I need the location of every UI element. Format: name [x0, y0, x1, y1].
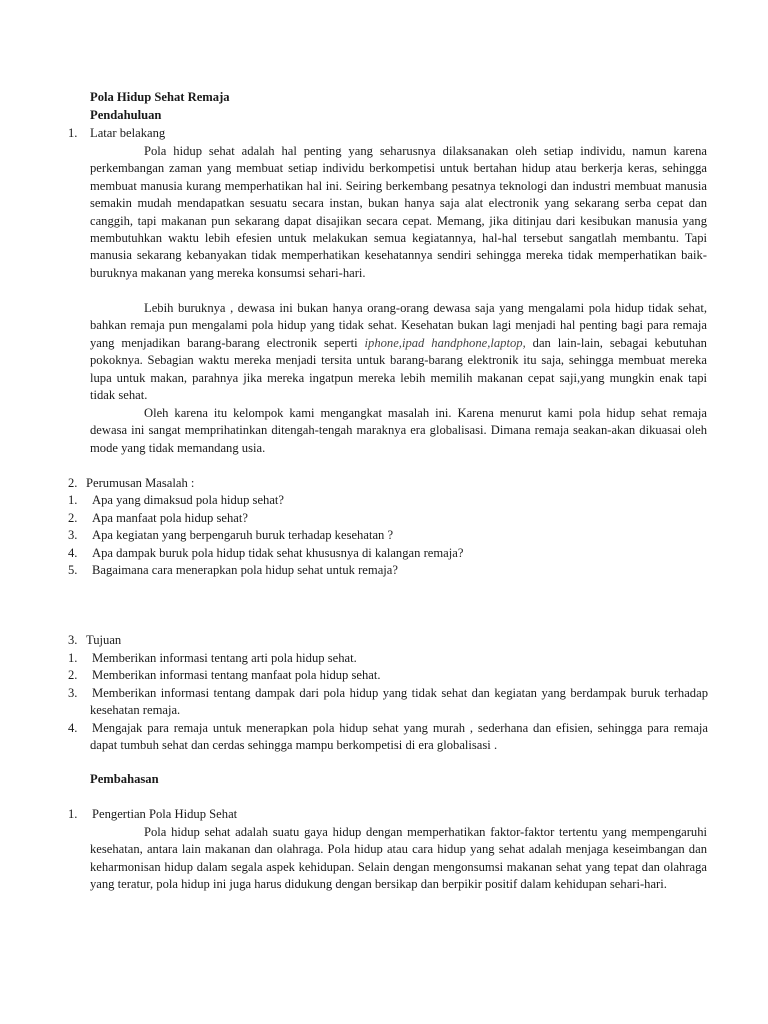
heading-text: Tujuan: [86, 633, 122, 647]
list-number: 3.: [68, 528, 78, 542]
section-heading-pendahuluan: Pendahuluan: [90, 108, 162, 122]
list-text: Memberikan informasi tentang manfaat pola hidup sehat.: [92, 668, 381, 682]
heading-text: Latar belakang: [90, 126, 166, 140]
heading-number: 2.: [68, 476, 78, 490]
list-number: 5.: [68, 563, 78, 577]
paragraph-pengertian-1: Pola hidup sehat adalah suatu gaya hidup dengan memperhatikan faktor-faktor tertentu yang mempengaruhi kesehatan, antara lain makanan dan olahraga. Pola hidup atau cara hidup yang sehat adalah menjaga keseimbangan dan keharmonisan hidup dalam segala aspek kehidupan. Selain dengan mengonsumsi makanan sehat yang tepat dan olahraga yang teratur, pola hidup ini juga harus didukung dengan bersikap dan berpikir positif dalam kehidupan sehari-hari.: [90, 825, 707, 892]
list-number: 4.: [68, 721, 78, 735]
list-number: 1.: [68, 651, 78, 665]
document-title: Pola Hidup Sehat Remaja: [90, 90, 230, 104]
list-text: Mengajak para remaja untuk menerapkan pola hidup sehat yang murah , sederhana dan efisien, sehingga para remaja dapat tumbuh sehat dan cerdas sehingga mampu berkompetisi di era globalisasi .: [90, 721, 708, 753]
paragraph-latar-3: Oleh karena itu kelompok kami mengangkat masalah ini. Karena menurut kami pola hidup sehat remaja dewasa ini sangat memprihatinkan ditengah-tengah maraknya era globalisasi. Dimana remaja seakan-akan dikuasai oleh mode yang tidak memandang usia.: [90, 406, 707, 455]
paragraph-latar-1: Pola hidup sehat adalah hal penting yang seharusnya dilaksanakan oleh setiap individu, namun karena perkembangan zaman yang membuat setiap individu berkompetisi untuk bertahan hidup atau berkerja keras, sehingga membuat manusia kurang memperhatikan hal ini. Seiring berkembang pesatnya teknologi dan industri membuat manusia semakin mudah mendapatkan sesuatu secara instan, bukan hanya saja alat electronik yang sekarang serba cepat dan canggih, tapi makanan pun sekarang dapat disajikan secara cepat. Memang, jika ditinjau dari kesibukan manusia yang membutuhkan waktu lebih efesien untuk melakukan semua kegiatannya, hal-hal tersebut sangatlah membantu. Tapi manusia sekarang kebanyakan tidak memperhatikan kesehatannya sendiri sehingga mereka tidak memperhatikan baik-buruknya makanan yang mereka konsumsi sehari-hari.: [90, 144, 707, 280]
list-number: 1.: [68, 493, 78, 507]
list-text: Apa dampak buruk pola hidup tidak sehat khususnya di kalangan remaja?: [92, 546, 464, 560]
list-text: Bagaimana cara menerapkan pola hidup sehat untuk remaja?: [92, 563, 398, 577]
list-text: Memberikan informasi tentang arti pola hidup sehat.: [92, 651, 357, 665]
paragraph-text: Lebih buruknya , dewasa ini bukan hanya orang-orang dewasa saja yang mengalami pola hidup tidak sehat, bahkan remaja pun mengalami pola hidup yang tidak sehat. Kesehatan bukan lagi menjadi hal penting bagi para remaja yang menjadikan barang-barang electronik seperti: [90, 301, 707, 350]
list-text: Memberikan informasi tentang dampak dari pola hidup yang tidak sehat dan kegiatan yang berdampak buruk terhadap kesehatan remaja.: [90, 686, 708, 718]
paragraph-latar-2: [90, 300, 707, 404]
heading-text: Pengertian Pola Hidup Sehat: [92, 807, 238, 821]
heading-number: 1.: [68, 807, 78, 821]
heading-text: Perumusan Masalah :: [86, 476, 195, 490]
heading-number: 1.: [68, 126, 78, 140]
heading-number: 3.: [68, 633, 78, 647]
list-number: 2.: [68, 511, 78, 525]
section-heading-pembahasan: Pembahasan: [90, 772, 159, 786]
paragraph-text: dan lain-lain, sebagai kebutuhan pokoknya. Sebagian waktu mereka menjadi tersita untuk barang-barang elektronik itu saja, sehingga membuat mereka lupa untuk makan, parahnya jika mereka ingatpun mereka lebih memilih makanan cepat saji,yang mungkin enak tapi tidak sehat.: [90, 335, 707, 403]
list-number: 2.: [68, 668, 78, 682]
list-text: Apa kegiatan yang berpengaruh buruk terhadap kesehatan ?: [92, 528, 394, 542]
list-number: 3.: [68, 686, 78, 700]
list-text: Apa manfaat pola hidup sehat?: [92, 511, 248, 525]
list-text: Apa yang dimaksud pola hidup sehat?: [92, 493, 285, 507]
italic-devices: iphone,ipad handphone,laptop,: [364, 335, 526, 350]
list-number: 4.: [68, 546, 78, 560]
